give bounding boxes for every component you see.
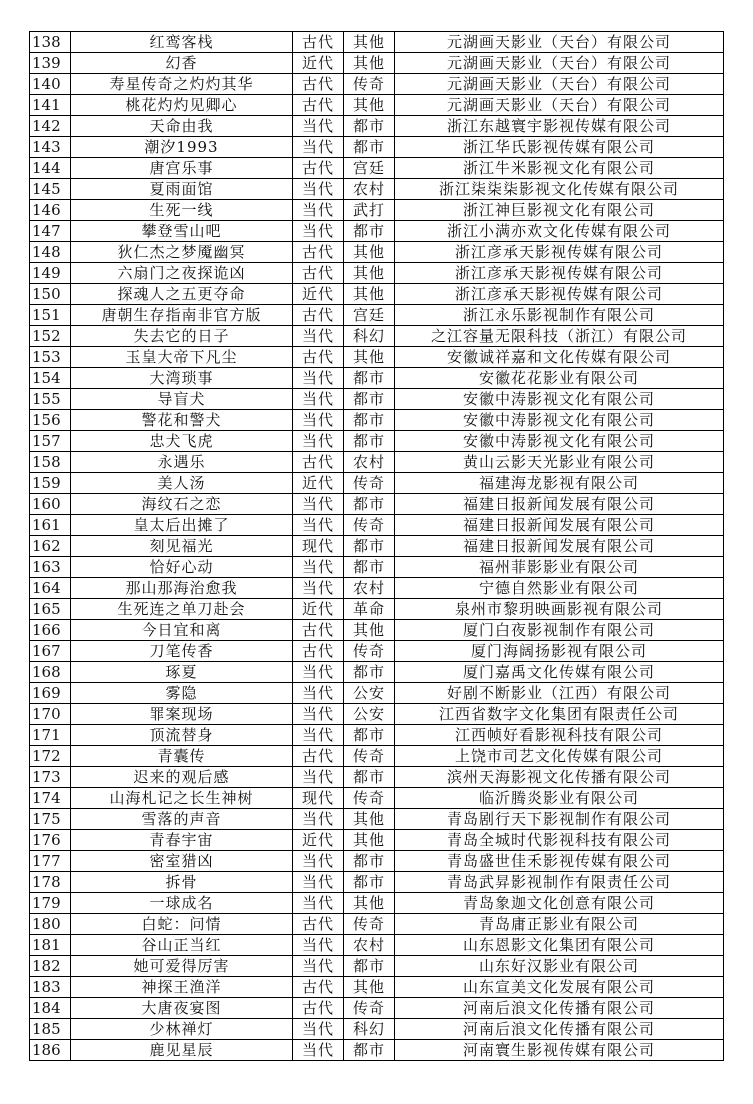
genre-cell: 公安 [344,704,395,725]
table-row [30,116,724,137]
company-cell: 山东好汉影业有限公司 [395,956,724,977]
genre-cell: 农村 [344,935,395,956]
era-cell: 当代 [293,872,344,893]
genre-cell: 科幻 [344,326,395,347]
table-row [30,725,724,746]
table-row [30,536,724,557]
company-cell: 山东宣美文化发展有限公司 [395,977,724,998]
era-cell: 古代 [293,746,344,767]
title-cell: 琢夏 [71,662,293,683]
genre-cell: 农村 [344,179,395,200]
company-cell: 宁德自然影业有限公司 [395,578,724,599]
title-cell: 海纹石之恋 [71,494,293,515]
company-cell: 山东恩影文化集团有限公司 [395,935,724,956]
title-cell: 雾隐 [71,683,293,704]
title-cell: 探魂人之五更夺命 [71,284,293,305]
era-cell: 当代 [293,683,344,704]
genre-cell: 都市 [344,557,395,578]
era-cell: 当代 [293,326,344,347]
title-cell: 今日宜和离 [71,620,293,641]
table-row [30,1019,724,1040]
row-number-cell: 154 [30,368,71,389]
row-number-cell: 158 [30,452,71,473]
table-row [30,473,724,494]
era-cell: 当代 [293,494,344,515]
title-cell: 密室猎凶 [71,851,293,872]
genre-cell: 都市 [344,389,395,410]
table-row [30,998,724,1019]
era-cell: 当代 [293,221,344,242]
title-cell: 生死连之单刀赴会 [71,599,293,620]
table-row [30,956,724,977]
company-cell: 浙江华氏影视传媒有限公司 [395,137,724,158]
era-cell: 古代 [293,95,344,116]
genre-cell: 传奇 [344,914,395,935]
company-cell: 河南寰生影视传媒有限公司 [395,1040,724,1061]
era-cell: 近代 [293,473,344,494]
company-cell: 青岛庸正影业有限公司 [395,914,724,935]
table-row [30,95,724,116]
company-cell: 安徽中涛影视文化有限公司 [395,389,724,410]
table-row [30,599,724,620]
table-row [30,620,724,641]
genre-cell: 其他 [344,893,395,914]
table-row [30,830,724,851]
table-row [30,578,724,599]
era-cell: 近代 [293,284,344,305]
title-cell: 夏雨面馆 [71,179,293,200]
table-row [30,662,724,683]
era-cell: 古代 [293,998,344,1019]
row-number-cell: 140 [30,74,71,95]
row-number-cell: 162 [30,536,71,557]
company-cell: 之江容量无限科技（浙江）有限公司 [395,326,724,347]
era-cell: 古代 [293,74,344,95]
genre-cell: 其他 [344,347,395,368]
genre-cell: 传奇 [344,473,395,494]
genre-cell: 传奇 [344,515,395,536]
company-cell: 厦门白夜影视制作有限公司 [395,620,724,641]
era-cell: 当代 [293,410,344,431]
company-cell: 临沂腾炎影业有限公司 [395,788,724,809]
company-cell: 元湖画天影业（天台）有限公司 [395,95,724,116]
genre-cell: 其他 [344,32,395,53]
table-row [30,809,724,830]
row-number-cell: 167 [30,641,71,662]
row-number-cell: 161 [30,515,71,536]
title-cell: 唐朝生存指南非官方版 [71,305,293,326]
title-cell: 山海札记之长生神树 [71,788,293,809]
title-cell: 失去它的日子 [71,326,293,347]
era-cell: 当代 [293,1019,344,1040]
title-cell: 狄仁杰之梦魇幽冥 [71,242,293,263]
era-cell: 古代 [293,242,344,263]
row-number-cell: 139 [30,53,71,74]
era-cell: 当代 [293,935,344,956]
genre-cell: 传奇 [344,74,395,95]
company-cell: 福建日报新闻发展有限公司 [395,515,724,536]
era-cell: 近代 [293,830,344,851]
table-row [30,788,724,809]
table-row [30,389,724,410]
era-cell: 当代 [293,851,344,872]
row-number-cell: 156 [30,410,71,431]
company-cell: 浙江彦承天影视传媒有限公司 [395,242,724,263]
row-number-cell: 138 [30,32,71,53]
title-cell: 忠犬飞虎 [71,431,293,452]
genre-cell: 都市 [344,494,395,515]
genre-cell: 都市 [344,221,395,242]
record-table [29,31,724,1061]
era-cell: 古代 [293,620,344,641]
company-cell: 安徽诚祥嘉和文化传媒有限公司 [395,347,724,368]
title-cell: 青囊传 [71,746,293,767]
company-cell: 河南后浪文化传播有限公司 [395,1019,724,1040]
company-cell: 河南后浪文化传播有限公司 [395,998,724,1019]
title-cell: 谷山正当红 [71,935,293,956]
era-cell: 古代 [293,305,344,326]
title-cell: 刀笔传香 [71,641,293,662]
company-cell: 青岛象迦文化创意有限公司 [395,893,724,914]
company-cell: 浙江牛米影视文化有限公司 [395,158,724,179]
table-row [30,872,724,893]
table-row [30,179,724,200]
row-number-cell: 152 [30,326,71,347]
title-cell: 白蛇：问情 [71,914,293,935]
title-cell: 雪落的声音 [71,809,293,830]
table-row [30,893,724,914]
era-cell: 古代 [293,452,344,473]
table-row [30,767,724,788]
genre-cell: 其他 [344,620,395,641]
company-cell: 好剧不断影业（江西）有限公司 [395,683,724,704]
genre-cell: 其他 [344,242,395,263]
row-number-cell: 153 [30,347,71,368]
row-number-cell: 173 [30,767,71,788]
company-cell: 福建日报新闻发展有限公司 [395,536,724,557]
company-cell: 浙江柒柒柒影视文化传媒有限公司 [395,179,724,200]
company-cell: 青岛剧行天下影视制作有限公司 [395,809,724,830]
title-cell: 导盲犬 [71,389,293,410]
genre-cell: 宫廷 [344,305,395,326]
row-number-cell: 163 [30,557,71,578]
row-number-cell: 174 [30,788,71,809]
row-number-cell: 180 [30,914,71,935]
table-row [30,746,724,767]
genre-cell: 传奇 [344,746,395,767]
title-cell: 寿星传奇之灼灼其华 [71,74,293,95]
table-row [30,683,724,704]
era-cell: 当代 [293,389,344,410]
genre-cell: 都市 [344,116,395,137]
row-number-cell: 160 [30,494,71,515]
row-number-cell: 182 [30,956,71,977]
title-cell: 大唐夜宴图 [71,998,293,1019]
title-cell: 六扇门之夜探诡凶 [71,263,293,284]
era-cell: 近代 [293,53,344,74]
era-cell: 当代 [293,578,344,599]
title-cell: 少林禅灯 [71,1019,293,1040]
era-cell: 当代 [293,179,344,200]
genre-cell: 都市 [344,956,395,977]
table-row [30,305,724,326]
company-cell: 青岛全城时代影视科技有限公司 [395,830,724,851]
era-cell: 当代 [293,431,344,452]
table-row [30,431,724,452]
company-cell: 江西省数字文化集团有限责任公司 [395,704,724,725]
title-cell: 那山那海治愈我 [71,578,293,599]
title-cell: 幻香 [71,53,293,74]
row-number-cell: 169 [30,683,71,704]
era-cell: 古代 [293,158,344,179]
title-cell: 神探王渔洋 [71,977,293,998]
table-row [30,368,724,389]
row-number-cell: 143 [30,137,71,158]
table-row [30,242,724,263]
row-number-cell: 177 [30,851,71,872]
era-cell: 当代 [293,515,344,536]
title-cell: 顶流替身 [71,725,293,746]
row-number-cell: 141 [30,95,71,116]
row-number-cell: 183 [30,977,71,998]
company-cell: 黄山云影天光影业有限公司 [395,452,724,473]
row-number-cell: 171 [30,725,71,746]
company-cell: 元湖画天影业（天台）有限公司 [395,74,724,95]
row-number-cell: 159 [30,473,71,494]
title-cell: 攀登雪山吧 [71,221,293,242]
company-cell: 浙江神巨影视文化有限公司 [395,200,724,221]
title-cell: 大湾琐事 [71,368,293,389]
table-row [30,53,724,74]
company-cell: 福建海龙影视有限公司 [395,473,724,494]
company-cell: 青岛盛世佳禾影视传媒有限公司 [395,851,724,872]
table-row [30,851,724,872]
record-table-container [29,31,724,1061]
era-cell: 当代 [293,956,344,977]
title-cell: 玉皇大帝下凡尘 [71,347,293,368]
genre-cell: 都市 [344,137,395,158]
row-number-cell: 181 [30,935,71,956]
table-row [30,74,724,95]
genre-cell: 其他 [344,53,395,74]
table-row [30,1040,724,1061]
era-cell: 古代 [293,914,344,935]
genre-cell: 都市 [344,1040,395,1061]
title-cell: 皇太后出摊了 [71,515,293,536]
genre-cell: 传奇 [344,641,395,662]
era-cell: 当代 [293,368,344,389]
company-cell: 浙江彦承天影视传媒有限公司 [395,284,724,305]
company-cell: 浙江永乐影视制作有限公司 [395,305,724,326]
company-cell: 江西帧好看影视科技有限公司 [395,725,724,746]
genre-cell: 都市 [344,725,395,746]
title-cell: 永遇乐 [71,452,293,473]
table-row [30,935,724,956]
era-cell: 当代 [293,893,344,914]
table-row [30,32,724,53]
genre-cell: 都市 [344,872,395,893]
genre-cell: 其他 [344,977,395,998]
company-cell: 福建日报新闻发展有限公司 [395,494,724,515]
row-number-cell: 150 [30,284,71,305]
row-number-cell: 164 [30,578,71,599]
table-row [30,221,724,242]
title-cell: 罪案现场 [71,704,293,725]
company-cell: 滨州天海影视文化传播有限公司 [395,767,724,788]
row-number-cell: 185 [30,1019,71,1040]
table-row [30,347,724,368]
genre-cell: 都市 [344,536,395,557]
company-cell: 上饶市司艺文化传媒有限公司 [395,746,724,767]
title-cell: 鹿见星辰 [71,1040,293,1061]
company-cell: 青岛武昇影视制作有限责任公司 [395,872,724,893]
table-row [30,158,724,179]
title-cell: 潮汐1993 [71,137,293,158]
genre-cell: 都市 [344,851,395,872]
title-cell: 拆骨 [71,872,293,893]
row-number-cell: 178 [30,872,71,893]
genre-cell: 都市 [344,368,395,389]
row-number-cell: 142 [30,116,71,137]
genre-cell: 宫廷 [344,158,395,179]
table-row [30,515,724,536]
genre-cell: 传奇 [344,998,395,1019]
title-cell: 桃花灼灼见卿心 [71,95,293,116]
era-cell: 古代 [293,263,344,284]
company-cell: 安徽中涛影视文化有限公司 [395,431,724,452]
era-cell: 当代 [293,725,344,746]
company-cell: 厦门海阔扬影视有限公司 [395,641,724,662]
genre-cell: 其他 [344,263,395,284]
table-row [30,452,724,473]
era-cell: 当代 [293,704,344,725]
table-row [30,977,724,998]
table-row [30,326,724,347]
company-cell: 福州菲影影业有限公司 [395,557,724,578]
row-number-cell: 149 [30,263,71,284]
row-number-cell: 155 [30,389,71,410]
genre-cell: 其他 [344,95,395,116]
era-cell: 古代 [293,977,344,998]
era-cell: 当代 [293,1040,344,1061]
genre-cell: 其他 [344,809,395,830]
genre-cell: 农村 [344,452,395,473]
era-cell: 当代 [293,662,344,683]
title-cell: 生死一线 [71,200,293,221]
table-row [30,494,724,515]
table-row [30,704,724,725]
era-cell: 古代 [293,32,344,53]
title-cell: 恰好心动 [71,557,293,578]
era-cell: 当代 [293,200,344,221]
table-row [30,263,724,284]
company-cell: 浙江小满亦欢文化传媒有限公司 [395,221,724,242]
company-cell: 安徽花花影业有限公司 [395,368,724,389]
title-cell: 刻见福光 [71,536,293,557]
genre-cell: 公安 [344,683,395,704]
row-number-cell: 172 [30,746,71,767]
title-cell: 美人汤 [71,473,293,494]
genre-cell: 科幻 [344,1019,395,1040]
genre-cell: 革命 [344,599,395,620]
row-number-cell: 176 [30,830,71,851]
record-table-body [30,32,724,1061]
era-cell: 古代 [293,641,344,662]
era-cell: 当代 [293,767,344,788]
era-cell: 近代 [293,599,344,620]
company-cell: 浙江东越寰宇影视传媒有限公司 [395,116,724,137]
company-cell: 元湖画天影业（天台）有限公司 [395,32,724,53]
genre-cell: 都市 [344,767,395,788]
row-number-cell: 146 [30,200,71,221]
title-cell: 她可爱得厉害 [71,956,293,977]
table-row [30,410,724,431]
title-cell: 唐宫乐事 [71,158,293,179]
era-cell: 现代 [293,536,344,557]
era-cell: 当代 [293,137,344,158]
genre-cell: 农村 [344,578,395,599]
row-number-cell: 147 [30,221,71,242]
title-cell: 一球成名 [71,893,293,914]
genre-cell: 传奇 [344,788,395,809]
row-number-cell: 179 [30,893,71,914]
genre-cell: 都市 [344,431,395,452]
era-cell: 当代 [293,557,344,578]
row-number-cell: 148 [30,242,71,263]
company-cell: 元湖画天影业（天台）有限公司 [395,53,724,74]
row-number-cell: 166 [30,620,71,641]
row-number-cell: 145 [30,179,71,200]
genre-cell: 武打 [344,200,395,221]
row-number-cell: 151 [30,305,71,326]
row-number-cell: 144 [30,158,71,179]
row-number-cell: 186 [30,1040,71,1061]
genre-cell: 都市 [344,662,395,683]
company-cell: 泉州市黎玥映画影视有限公司 [395,599,724,620]
genre-cell: 其他 [344,284,395,305]
row-number-cell: 165 [30,599,71,620]
title-cell: 迟来的观后感 [71,767,293,788]
table-row [30,137,724,158]
title-cell: 天命由我 [71,116,293,137]
era-cell: 当代 [293,809,344,830]
era-cell: 现代 [293,788,344,809]
genre-cell: 其他 [344,830,395,851]
table-row [30,914,724,935]
title-cell: 红鸾客栈 [71,32,293,53]
table-row [30,200,724,221]
title-cell: 青春宇宙 [71,830,293,851]
title-cell: 警花和警犬 [71,410,293,431]
row-number-cell: 157 [30,431,71,452]
row-number-cell: 170 [30,704,71,725]
company-cell: 浙江彦承天影视传媒有限公司 [395,263,724,284]
table-row [30,641,724,662]
row-number-cell: 168 [30,662,71,683]
company-cell: 厦门嘉禹文化传媒有限公司 [395,662,724,683]
table-row [30,284,724,305]
company-cell: 安徽中涛影视文化有限公司 [395,410,724,431]
genre-cell: 都市 [344,410,395,431]
row-number-cell: 184 [30,998,71,1019]
era-cell: 古代 [293,347,344,368]
row-number-cell: 175 [30,809,71,830]
table-row [30,557,724,578]
era-cell: 当代 [293,116,344,137]
